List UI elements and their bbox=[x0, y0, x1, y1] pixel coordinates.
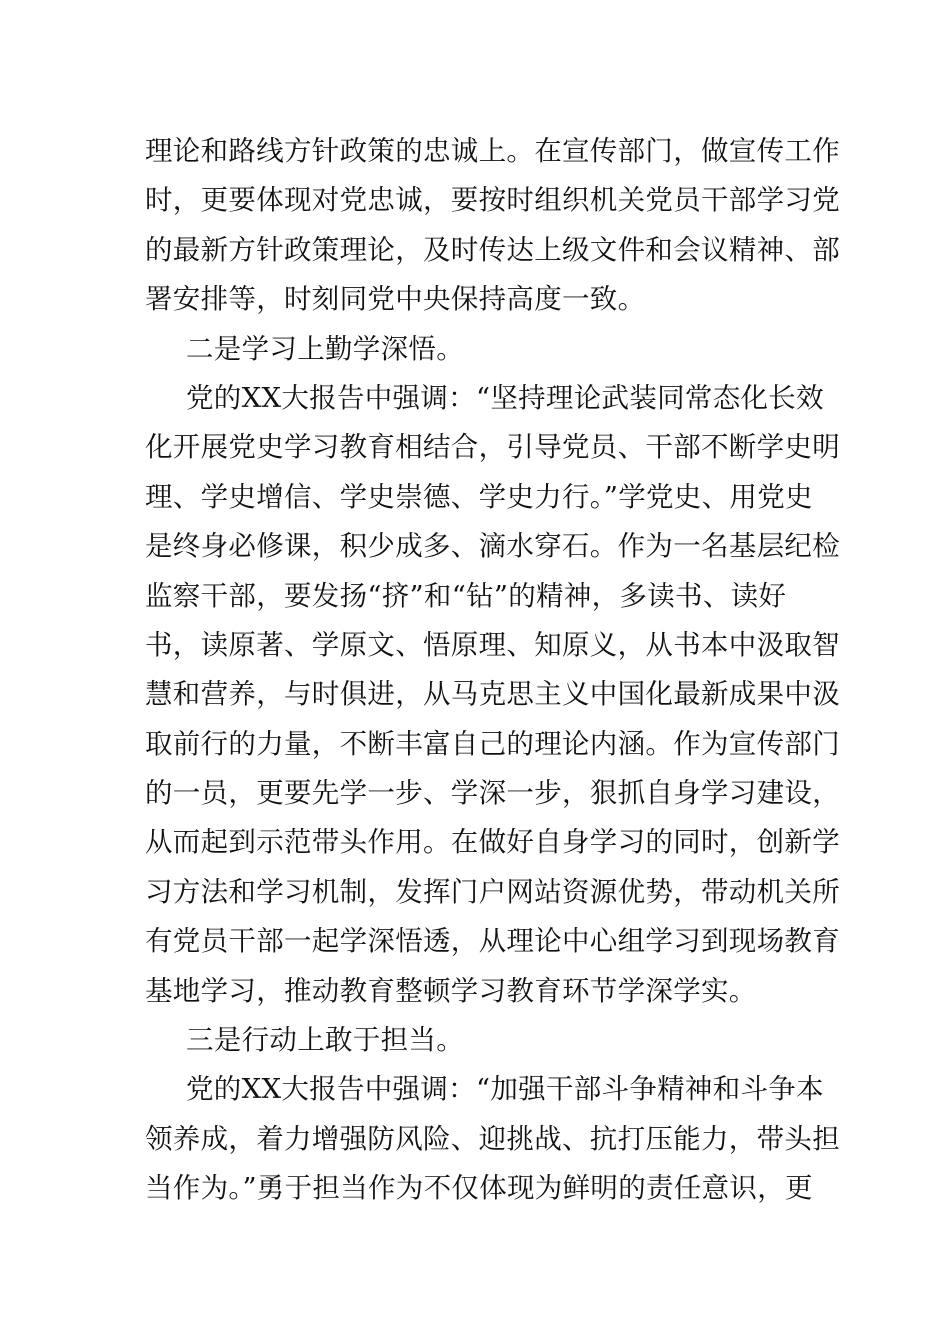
text-line: 理、学史增信、学史崇德、学史力行。”学党史、用党史 bbox=[145, 480, 813, 513]
text-line: 署安排等，时刻同党中央保持高度一致。 bbox=[145, 283, 646, 316]
text-line: 化开展党史学习教育相结合，引导党员、干部不断学史明 bbox=[145, 431, 840, 464]
text-line: 习方法和学习机制，发挥门户网站资源优势，带动机关所 bbox=[145, 875, 840, 908]
text-line: 监察干部，要发扬“挤”和“钻”的精神，多读书、读好 bbox=[145, 579, 787, 612]
text-line: 的最新方针政策理论，及时传达上级文件和会议精神、部 bbox=[145, 233, 840, 266]
text-line: 是终身必修课，积少成多、滴水穿石。作为一名基层纪检 bbox=[145, 530, 840, 563]
text-line: 取前行的力量，不断丰富自己的理论内涵。作为宣传部门 bbox=[145, 727, 840, 760]
text-line: 时，更要体现对党忠诚，要按时组织机关党员干部学习党 bbox=[145, 184, 840, 217]
text-line: 领养成，着力增强防风险、迎挑战、抗打压能力，带头担 bbox=[145, 1122, 840, 1155]
text-line: 的一员，更要先学一步、学深一步，狠抓自身学习建设， bbox=[145, 777, 840, 810]
text-line: 三是行动上敢于担当。 bbox=[186, 1024, 464, 1057]
text-line: 书，读原著、学原文、悟原理、知原义，从书本中汲取智 bbox=[145, 628, 840, 661]
text-line: 党的XX大报告中强调：“坚持理论武装同常态化长效 bbox=[186, 381, 824, 414]
text-line: 基地学习，推动教育整顿学习教育环节学深学实。 bbox=[145, 974, 757, 1007]
text-line: 当作为。”勇于担当作为不仅体现为鲜明的责任意识，更 bbox=[145, 1172, 813, 1205]
text-line: 有党员干部一起学深悟透，从理论中心组学习到现场教育 bbox=[145, 925, 840, 958]
body-text bbox=[145, 127, 840, 1214]
text-line: 党的XX大报告中强调：“加强干部斗争精神和斗争本 bbox=[186, 1073, 824, 1106]
text-line: 二是学习上勤学深悟。 bbox=[186, 332, 464, 365]
text-line: 从而起到示范带头作用。在做好自身学习的同时，创新学 bbox=[145, 826, 840, 859]
text-line: 慧和营养，与时俱进，从马克思主义中国化最新成果中汲 bbox=[145, 678, 840, 711]
text-line: 理论和路线方针政策的忠诚上。在宣传部门，做宣传工作 bbox=[145, 135, 840, 167]
